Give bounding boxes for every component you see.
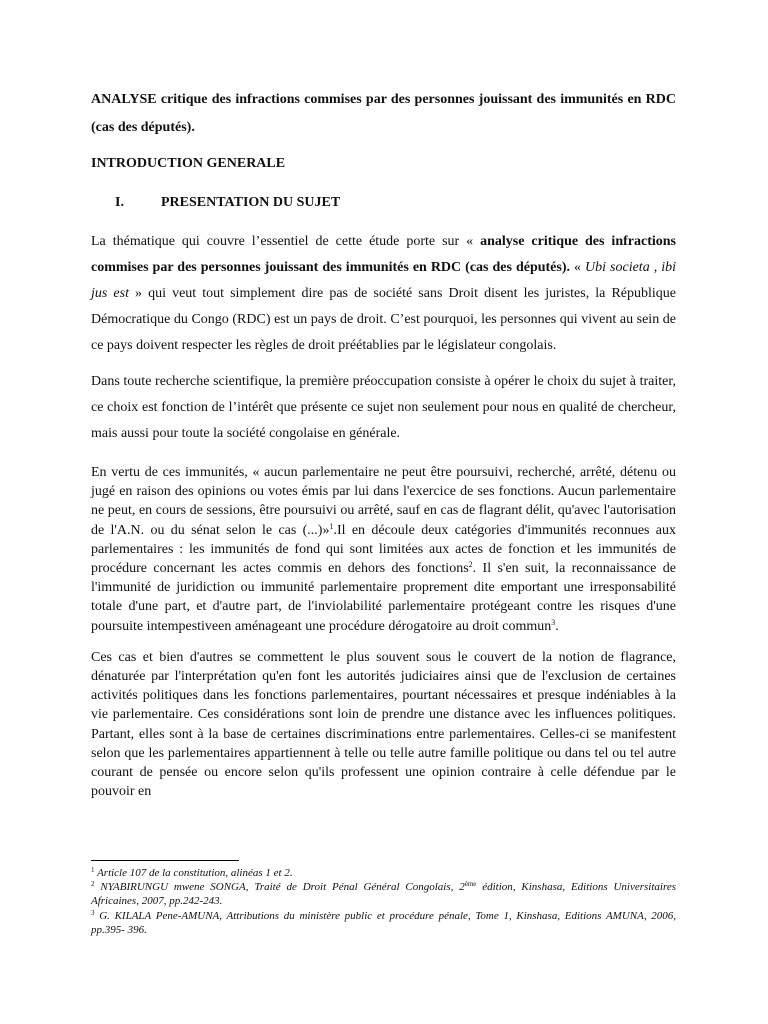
footnote-1 (91, 866, 676, 880)
footnote-2 (91, 880, 676, 908)
paragraph-1 (91, 229, 676, 359)
p1-text-1: La thématique qui couvre l’essentiel de cette étude porte sur « (91, 234, 481, 249)
footnote-2-number: 2 (91, 880, 95, 889)
p1-bold-subject: analyse critique des infractions commises par des personnes jouissant des immunités en RDC (cas des députés). (91, 234, 676, 275)
footnote-2-text-a: NYABIRUNGU mwene SONGA, Traité de Droit Pénal Général Congolais, 2 (100, 881, 465, 894)
section-title: PRESENTATION DU SUJET (161, 195, 341, 210)
intro-heading: INTRODUCTION GENERALE (91, 156, 286, 171)
footnote-2-text-b: édition, Kinshasa, Editions Universitaires Africaines, 2007, pp.242-243. (91, 881, 676, 908)
footnote-1-number: 1 (91, 866, 95, 874)
p3-text-2: .Il en découle deux catégories d'immunités reconnues aux parlementaires : les immunités de fond qui sont limitées aux actes de fonction et les immunités de procédure concernant les actes commis en dehors des fonctions (91, 522, 677, 577)
footnote-separator (91, 860, 239, 861)
p3-text-4: . (555, 618, 559, 634)
footnote-3-text: G. KILALA Pene-AMUNA, Attributions du ministère public et procédure pénale, Tome 1, Kinshasa, Editions AMUNA, 2006, pp.395- 396. (91, 909, 677, 936)
footnote-3-number: 3 (91, 908, 95, 917)
footnote-ref-3[interactable]: 3 (551, 617, 556, 627)
footnote-ref-1[interactable]: 1 (329, 521, 334, 531)
section-number: I. (115, 195, 124, 210)
footnote-2-ordinal: ème (464, 880, 477, 889)
p3-text-3: . Il s'en suit, la reconnaissance de l'immunité de juridiction ou immunité parlementaire proprement dite emportant une irresponsabilité totale d'une part, et d'autre part, de l'inviolabilité parlementaire protégeant contre les risques d'une poursuite intempestiveen aménageant une procédure dérogatoire au droit commun (91, 561, 676, 634)
p3-text-1: En vertu de ces immunités, « aucun parlementaire ne peut être poursuivi, recherché, arrêté, détenu ou jugé en raison des opinions ou votes émis par lui dans l'exercice de ses fonctions. Aucun parlementaire ne peut, en cours de sessions, être poursuivi ou arrêté, sauf en cas de flagrant délit, qu'avec l'autorisation de l'A.N. ou du sénat selon le cas (...)» (91, 465, 676, 538)
section-heading (91, 195, 676, 211)
document-title: ANALYSE critique des infractions commises par des personnes jouissant des immunités en RDC (cas des députés). (91, 92, 676, 135)
footnote-1-text: Article 107 de la constitution, alinéas 1 et 2. (97, 867, 293, 879)
footnote-ref-2[interactable]: 2 (468, 560, 473, 570)
document-body (91, 86, 676, 801)
p1-text-3: » qui veut tout simplement dire pas de société sans Droit disent les juristes, la République Démocratique du Congo (RDC) est un pays de droit. C’est pourquoi, les personnes qui vivent au sein de ce pays doivent respecter les règles de droit préétablies par le législateur congolais. (91, 286, 676, 353)
p1-latin-maxim: Ubi societa , ibi jus est (91, 260, 676, 301)
footnotes (91, 866, 676, 937)
paragraph-2: Dans toute recherche scientifique, la première préoccupation consiste à opérer le choix du sujet à traiter, ce choix est fonction de l’intérêt que présente ce sujet non seulement pour nous en qualité de chercheur, mais aussi pour toute la société congolaise en générale. (91, 374, 676, 441)
paragraph-3 (91, 463, 676, 636)
paragraph-4: Ces cas et bien d'autres se commettent le plus souvent sous le couvert de la notion de flagrance, dénaturée par l'interprétation qu'en font les autorités judiciaires ainsi que de l'exclusion de certaines activités politiques dans les fonctions parlementaires, pourtant nécessaires et presque indéniables à la vie parlementaire. Ces considérations sont loin de prendre une distance avec les influences politiques. Partant, elles sont à la base de certaines discriminations entre parlementaires. Celles-ci se manifestent selon que les parlementaires appartiennent à telle ou telle autre famille politique ou dans tel ou tel autre courant de pensée ou encore selon qu'ils professent une opinion contraire à celle défendue par le pouvoir en (91, 649, 676, 800)
p1-text-2: « (570, 260, 586, 275)
footnote-3 (91, 909, 676, 937)
